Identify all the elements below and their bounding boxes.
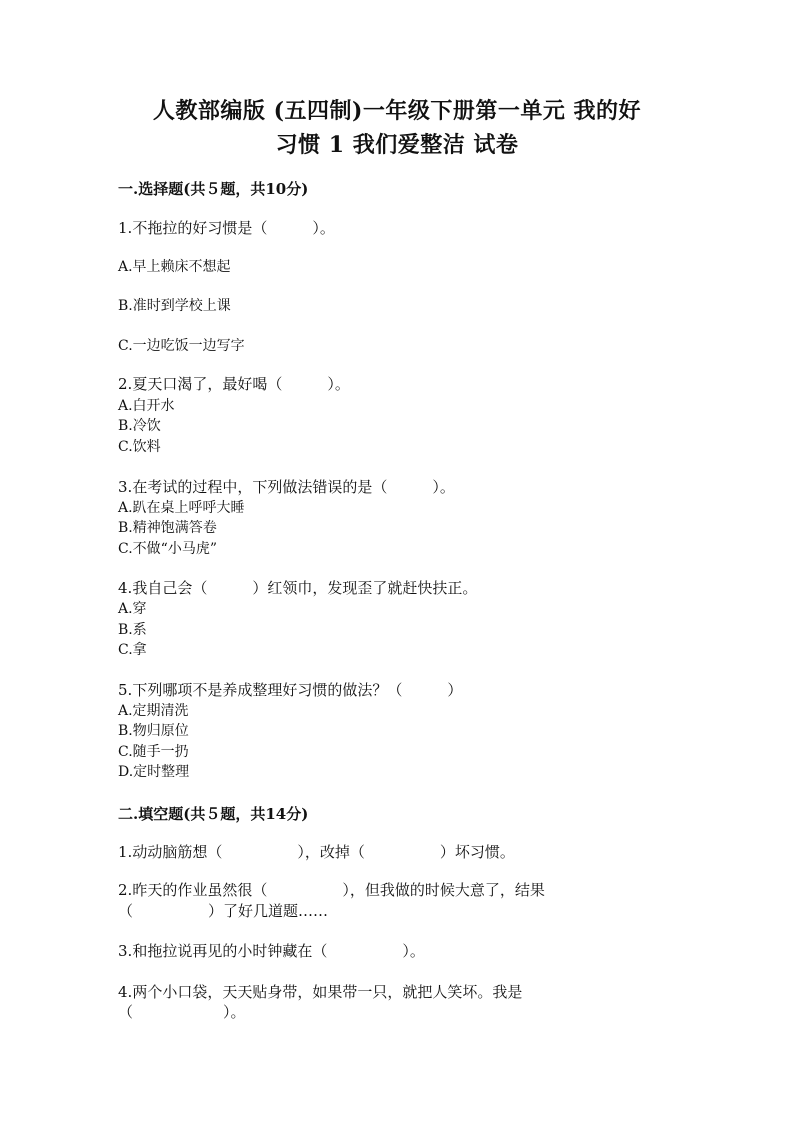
choice-question-2 — [118, 374, 350, 394]
exam-title-line-1: 人教部编版 (五四制)一年级下册第一单元 我的好 — [152, 98, 642, 124]
fill-question-2-continued: （ ）了好几道题…… — [118, 902, 329, 920]
q4-option-c: C.拿 — [118, 642, 147, 658]
question-number: 1. — [118, 843, 133, 861]
choice-question-5 — [118, 680, 462, 700]
exam-title-line-2: 习惯 1 我们爱整洁 试卷 — [275, 132, 519, 158]
q5-option-a: A.定期清洗 — [118, 703, 189, 719]
question-number: 1. — [118, 219, 133, 237]
fill-question-3 — [118, 941, 425, 961]
section-heading-choice: 一.选择题(共５题，共10分) — [118, 180, 309, 198]
question-number: 4. — [118, 579, 133, 597]
choice-question-4 — [118, 578, 477, 598]
question-text: 下列哪项不是养成整理好习惯的做法？（ ） — [132, 681, 463, 699]
q1-option-c: C.一边吃饭一边写字 — [118, 338, 245, 354]
question-text: 昨天的作业虽然很（ ），但我做的时候大意了，结果 — [132, 881, 545, 899]
choice-question-1 — [118, 218, 335, 238]
q4-option-a: A.穿 — [118, 601, 147, 617]
q1-option-b: B.准时到学校上课 — [118, 298, 231, 314]
question-number: 2. — [118, 375, 133, 393]
fill-question-4-continued: （ ）。 — [118, 1003, 246, 1021]
fill-question-2 — [118, 880, 545, 900]
choice-question-3 — [118, 477, 455, 497]
question-text: 不拖拉的好习惯是（ ）。 — [132, 219, 335, 237]
fill-question-4 — [118, 982, 522, 1002]
question-number: 3. — [118, 478, 133, 496]
question-number: 4. — [118, 983, 133, 1001]
question-text: 夏天口渴了，最好喝（ ）。 — [132, 375, 350, 393]
fill-question-1 — [118, 842, 515, 862]
question-text: 两个小口袋，天天贴身带，如果带一只，就把人笑坏。我是 — [132, 983, 523, 1001]
q5-option-c: C.随手一扔 — [118, 744, 189, 760]
question-text: 动动脑筋想（ ），改掉（ ）坏习惯。 — [132, 843, 515, 861]
question-text: 和拖拉说再见的小时钟藏在（ ）。 — [132, 942, 425, 960]
q3-option-a: A.趴在桌上呼呼大睡 — [118, 500, 245, 516]
q4-option-b: B.系 — [118, 622, 147, 638]
section-heading-fill-blank: 二.填空题(共５题，共14分) — [118, 805, 309, 823]
question-text: 在考试的过程中，下列做法错误的是（ ）。 — [132, 478, 455, 496]
q2-option-b: B.冷饮 — [118, 418, 161, 434]
q5-option-d: D.定时整理 — [118, 764, 190, 780]
q5-option-b: B.物归原位 — [118, 723, 189, 739]
question-text: 我自己会（ ）红领巾，发现歪了就赶快扶正。 — [132, 579, 478, 597]
q3-option-b: B.精神饱满答卷 — [118, 520, 217, 536]
q2-option-a: A.白开水 — [118, 398, 175, 414]
q2-option-c: C.饮料 — [118, 439, 161, 455]
question-number: 5. — [118, 681, 133, 699]
q1-option-a: A.早上赖床不想起 — [118, 259, 231, 275]
q3-option-c: C.不做“小马虎” — [118, 541, 217, 557]
question-number: 3. — [118, 942, 133, 960]
question-number: 2. — [118, 881, 133, 899]
